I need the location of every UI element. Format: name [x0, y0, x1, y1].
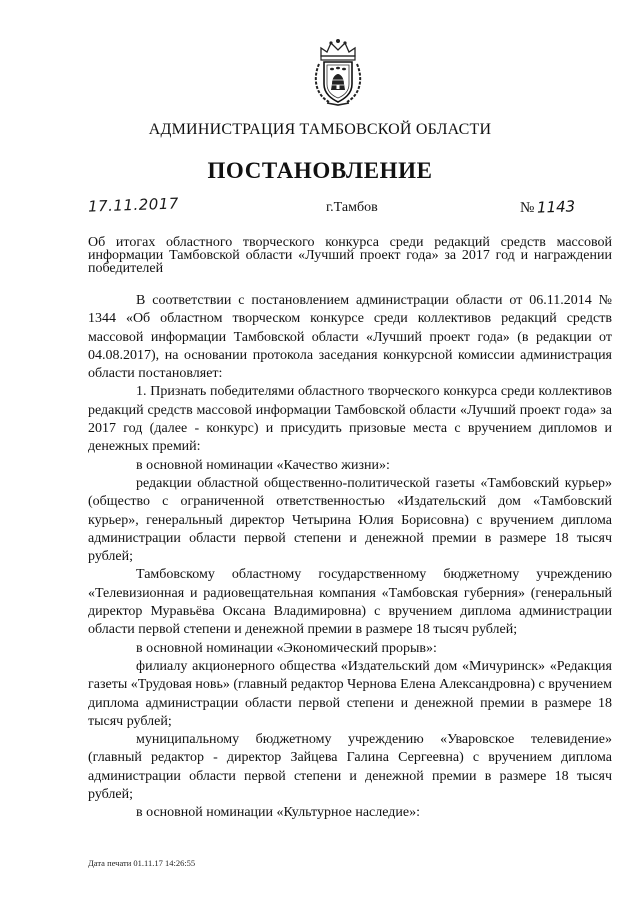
paragraph: редакции областной общественно-политической газеты «Тамбовский курьер» (общество с ограниченной ответственностью «Издательский дом «Тамбовский курьер», генеральный директор Четырина Юлия Борисовна) с вручением диплома администрации области первой степени и денежной премии в размере 18 тысяч рублей;	[88, 475, 612, 565]
handwritten-number: 1143	[537, 197, 576, 217]
paragraph: в основной номинации «Культурное наследие»:	[136, 805, 420, 821]
document-meta-row	[0, 196, 640, 220]
document-body	[88, 292, 612, 823]
paragraph: в основной номинации «Экономический прорыв»:	[136, 640, 437, 656]
paragraph: 1. Признать победителями областного творческого конкурса среди коллективов редакций средств массовой информации Тамбовской области «Лучший проект года» за 2017 год (далее - конкурс) и присудить призовые места с вручением дипломов и денежных премий:	[88, 384, 612, 455]
print-date-footer: Дата печати 01.11.17 14:26:55	[88, 858, 196, 868]
paragraph: В соответствии с постановлением администрации области от 06.11.2014 № 1344 «Об областном творческом конкурсе среди коллективов редакций средств массовой информации Тамбовской области «Лучший проект года» (в редакции от 04.08.2017), на основании протокола заседания конкурсной комиссии администрация области постановляет:	[88, 293, 612, 382]
number-sign: №	[520, 200, 535, 216]
city-name: г.Тамбов	[326, 200, 378, 215]
handwritten-date: 17.11.2017	[87, 194, 180, 216]
paragraph: муниципальному бюджетному учреждению «Уваровское телевидение» (главный редактор - директор Зайцева Галина Сергеевна) с вручением диплома администрации области первой степени и денежной премии в размере 18 тысяч рублей;	[88, 732, 612, 803]
document-number	[520, 198, 576, 217]
paragraph: филиалу акционерного общества «Издательский дом «Мичуринск» «Редакция газеты «Трудовая новь» (главный редактор Чернова Елена Александровна) с вручением диплома администрации области первой степени и денежной премии в размере 18 тысяч рублей;	[88, 658, 612, 729]
paragraph: в основной номинации «Качество жизни»:	[136, 457, 390, 473]
paragraph: Тамбовскому областному государственному бюджетному учреждению «Телевизионная и радиовещательная компания «Тамбовская губерния» (генеральный директор Муравьёва Оксана Владимировна) с вручением диплома администрации области первой степени и денежной премии в размере 18 тысяч рублей;	[88, 567, 612, 638]
coat-of-arms-icon	[313, 38, 363, 108]
document-type-title: ПОСТАНОВЛЕНИЕ	[207, 158, 433, 183]
document-subject: Об итогах областного творческого конкурса среди редакций средств массовой информации Тамбовской области «Лучший проект года» за 2017 год и награждении победителей	[88, 235, 612, 276]
organization-title: АДМИНИСТРАЦИЯ ТАМБОВСКОЙ ОБЛАСТИ	[148, 121, 492, 138]
